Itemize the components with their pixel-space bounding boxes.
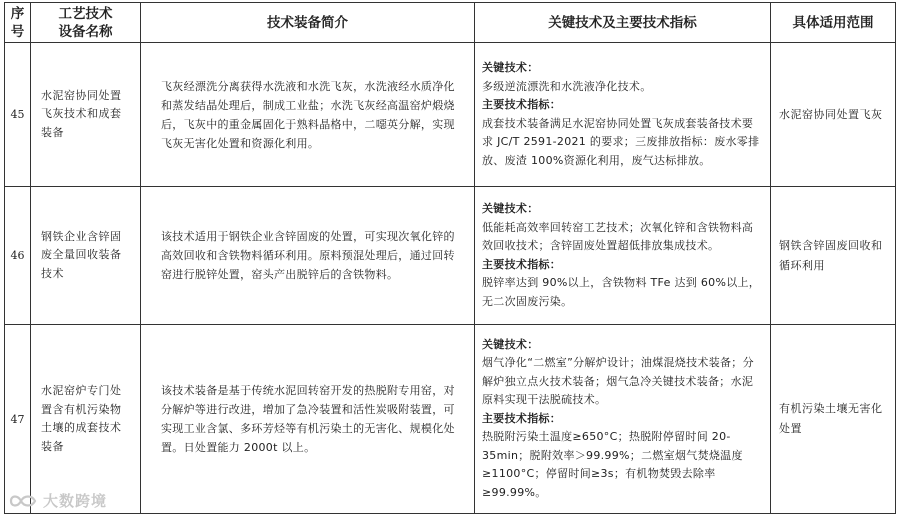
header-key-technology: 关键技术及主要技术指标 — [475, 3, 771, 43]
indicator-label: 主要技术指标： — [482, 411, 562, 425]
row-number: 46 — [5, 187, 31, 325]
equipment-name: 水泥窑炉专门处置含有机污染物土壤的成套技术装备 — [31, 325, 141, 514]
table-header-row — [5, 3, 896, 43]
watermark — [8, 490, 107, 511]
indicator-label: 主要技术指标： — [482, 257, 562, 271]
equipment-table — [4, 2, 896, 514]
watermark-text: 大数跨境 — [43, 492, 108, 510]
equipment-name: 水泥窑协同处置飞灰技术和成套装备 — [31, 43, 141, 187]
equipment-introduction: 该技术适用于钢铁企业含锌固废的处置，可实现次氧化锌的高效回收和含铁物料循环利用。原料预混处理后，通过回转窑进行脱锌处置，窑头产出脱锌后的含铁物料。 — [141, 187, 475, 325]
header-application-scope: 具体适用范围 — [771, 3, 896, 43]
header-introduction: 技术装备简介 — [141, 3, 475, 43]
header-process-name — [31, 3, 141, 43]
key-technology-cell — [475, 325, 771, 514]
equipment-introduction: 飞灰经漂洗分离获得水洗液和水洗飞灰，水洗液经水质净化和蒸发结晶处理后，制成工业盐；水洗飞灰经高温窑炉煅烧后，飞灰中的重金属固化于熟料晶格中，二噁英分解，实现飞灰无害化处置和资源化利用。 — [141, 43, 475, 187]
equipment-name: 钢铁企业含锌固废全量回收装备技术 — [31, 187, 141, 325]
header-process-line-2: 设备名称 — [58, 23, 113, 40]
application-scope: 有机污染土壤无害化处置 — [771, 325, 896, 514]
brand-logo-icon — [8, 492, 38, 510]
table-row — [5, 187, 896, 325]
header-process-line-1: 工艺技术 — [58, 5, 113, 22]
indicator-label: 主要技术指标： — [482, 98, 562, 111]
key-technology-label: 关键技术： — [482, 61, 539, 74]
indicator-text: 脱锌率达到 90%以上，含铁物料 TFe 达到 60%以上，无二次固废污染。 — [482, 276, 761, 308]
table-row — [5, 43, 896, 187]
header-serial-number — [5, 3, 31, 43]
equipment-introduction: 该技术装备是基于传统水泥回转窑开发的热脱附专用窑，对分解炉等进行改进，增加了急冷装置和活性炭吸附装置，可实现工业含氯、多环芳烃等有机污染土的无害化、规模化处置。日处置能力 2000t 以上。 — [141, 325, 475, 514]
key-technology-cell — [475, 43, 771, 187]
key-technology-text: 低能耗高效率回转窑工艺技术；次氧化锌和含铁物料高效回收技术；含锌固废处置超低排放集成技术。 — [482, 220, 754, 252]
key-technology-text: 多级逆流漂洗和水洗液净化技术。 — [482, 79, 652, 93]
header-serial-line-1: 序 — [10, 5, 25, 22]
key-technology-label: 关键技术： — [482, 337, 539, 351]
key-technology-label: 关键技术： — [482, 202, 539, 215]
table-row — [5, 325, 896, 514]
header-serial-line-2: 号 — [10, 23, 25, 40]
row-number: 45 — [5, 43, 31, 187]
indicator-text: 热脱附污染土温度≥650°C；热脱附停留时间 20-35min；脱附效率＞99.99%；二燃室烟气焚烧温度≥1100°C；停留时间≥3s；有机物焚毁去除率≥99.99%。 — [482, 430, 743, 499]
key-technology-cell — [475, 187, 771, 325]
key-technology-text: 烟气净化“二燃室”分解炉设计；油煤混烧技术装备；分解炉独立点火技术装备；烟气急冷关键技术装备；水泥原料实现干法脱硫技术。 — [482, 356, 754, 407]
row-number: 47 — [5, 325, 31, 514]
application-scope: 钢铁含锌固废回收和循环利用 — [771, 187, 896, 325]
application-scope: 水泥窑协同处置飞灰 — [771, 43, 896, 187]
indicator-text: 成套技术装备满足水泥窑协同处置飞灰成套装备技术要求 JC/T 2591-2021 的要求；三废排放指标：废水零排放、废渣 100%资源化利用，废气达标排放。 — [482, 116, 760, 167]
